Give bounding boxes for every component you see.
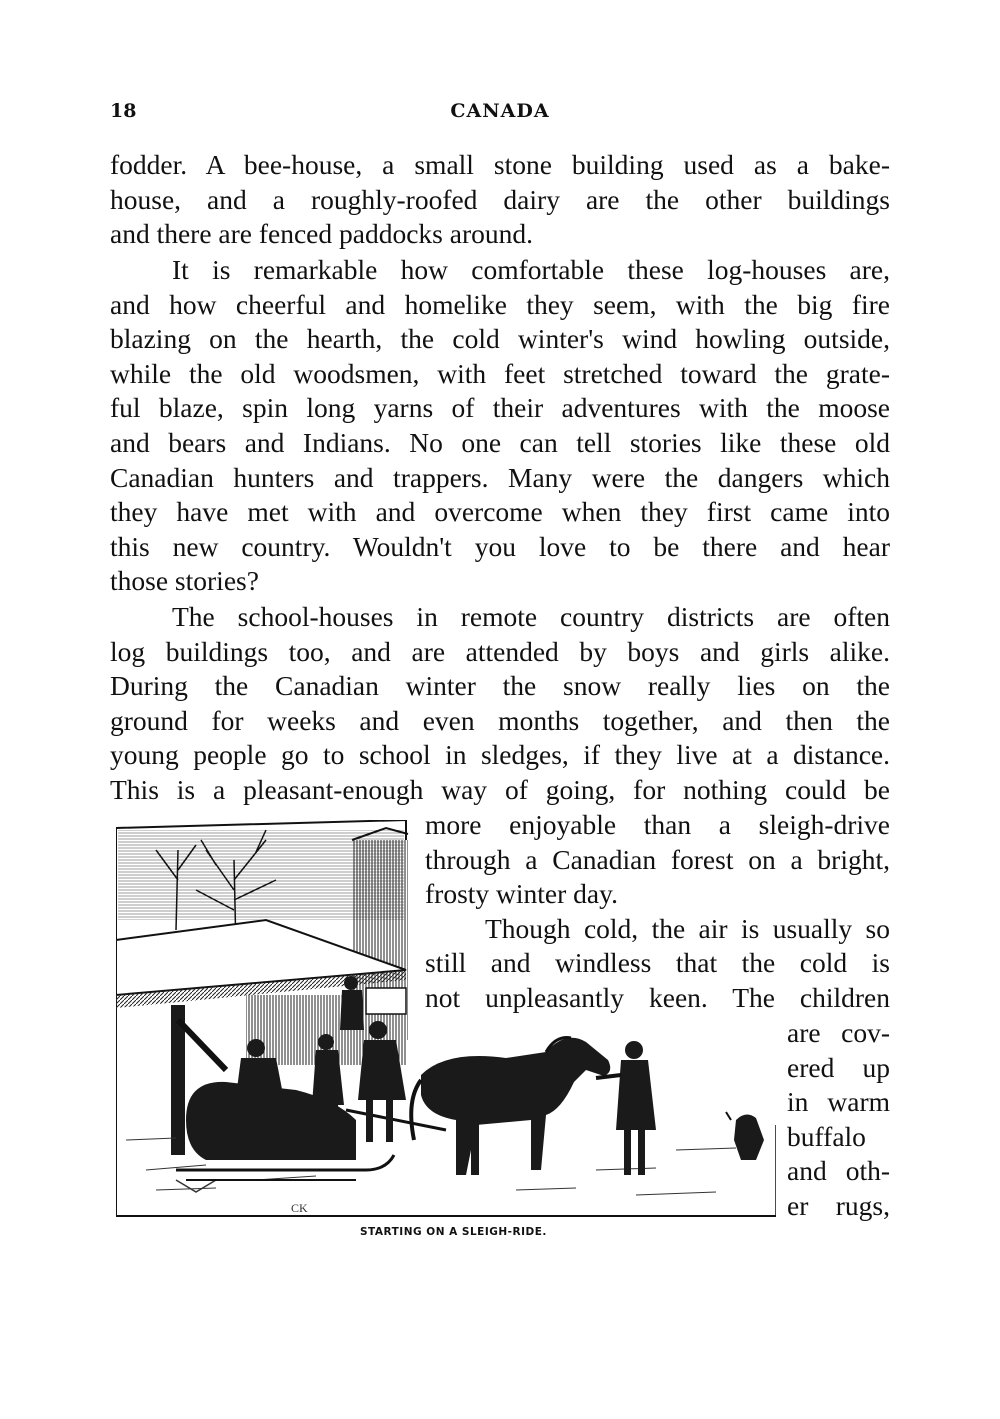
running-title: CANADA bbox=[450, 100, 550, 122]
text-line: are cov- bbox=[787, 1017, 890, 1048]
page-number: 18 bbox=[110, 100, 137, 122]
horse bbox=[411, 1038, 610, 1175]
paragraph-2 bbox=[110, 253, 890, 599]
paragraph-3 bbox=[110, 600, 890, 808]
text-line: more enjoyable than a sleigh-drive bbox=[425, 809, 890, 840]
text-line: Though cold, the air is usually so bbox=[485, 912, 890, 944]
illustration-caption: STARTING ON A SLEIGH-RIDE. bbox=[360, 1226, 547, 1238]
artist-signature: CK bbox=[291, 1201, 308, 1215]
text-line: During the Canadian winter the snow really lies on the bbox=[110, 670, 890, 702]
text-line: ground for weeks and even months together, and then the bbox=[110, 704, 890, 736]
paragraph-1 bbox=[110, 148, 890, 252]
text-line: house, and a roughly-roofed dairy are the other buildings bbox=[110, 183, 890, 215]
text-line: fodder. A bee-house, a small stone building used as a bake- bbox=[110, 149, 890, 180]
page-header bbox=[110, 100, 890, 130]
text-line: and oth- bbox=[787, 1155, 890, 1187]
text-line: they have met with and overcome when they first came into bbox=[110, 496, 890, 528]
dog-figure bbox=[726, 1112, 764, 1160]
text-line: The school-houses in remote country districts are often bbox=[172, 601, 890, 632]
text-line: ful blaze, spin long yarns of their adventures with the moose bbox=[110, 392, 890, 424]
text-line: blazing on the hearth, the cold winter's wind howling outside, bbox=[110, 323, 890, 355]
text-line: in warm bbox=[787, 1086, 890, 1118]
text-line: log buildings too, and are attended by boys and girls alike. bbox=[110, 635, 890, 667]
text-line: those stories? bbox=[110, 565, 259, 597]
text-line: this new country. Wouldn't you love to be there and hear bbox=[110, 530, 890, 562]
text-line: ered up bbox=[787, 1051, 890, 1083]
text-line: while the old woodsmen, with feet stretched toward the grate- bbox=[110, 357, 890, 389]
text-line: and how cheerful and homelike they seem, with the big fire bbox=[110, 288, 890, 320]
wrapped-text-narrow bbox=[787, 1016, 890, 1224]
text-line: and there are fenced paddocks around. bbox=[110, 218, 533, 250]
text-line: This is a pleasant-enough way of going, for nothing could be bbox=[110, 773, 890, 805]
text-line: not unpleasantly keen. The children bbox=[425, 981, 890, 1013]
text-line: through a Canadian forest on a bright, bbox=[425, 843, 890, 875]
text-line: still and windless that the cold is bbox=[425, 947, 890, 979]
text-line: er rugs, bbox=[787, 1189, 890, 1221]
sleigh bbox=[176, 1082, 446, 1180]
text-line: Canadian hunters and trappers. Many were the dangers which bbox=[110, 461, 890, 493]
text-line: buffalo bbox=[787, 1120, 866, 1152]
text-line: frosty winter day. bbox=[425, 878, 618, 910]
sleigh-ride-illustration bbox=[116, 820, 776, 1218]
text-line: It is remarkable how comfortable these log-houses are, bbox=[172, 254, 890, 285]
text-line: and bears and Indians. No one can tell stories like these old bbox=[110, 426, 890, 458]
text-line: young people go to school in sledges, if they live at a distance. bbox=[110, 739, 890, 771]
